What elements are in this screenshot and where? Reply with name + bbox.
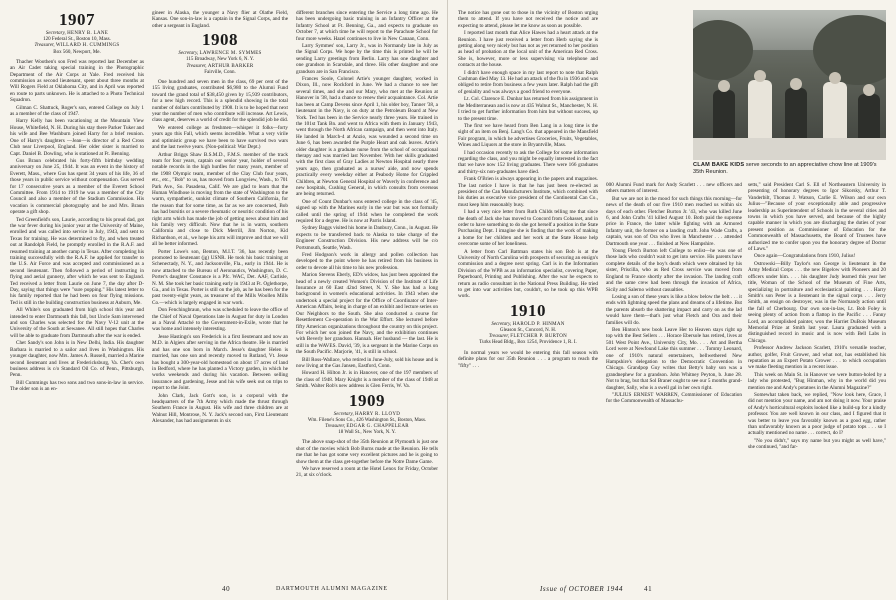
secretary-address: Wm. Filene's Sons Co., 426 Washington St., Boston, Mass. [307,417,427,423]
paragraph: All White's son graduated from high school this year and intended to enter Dartmouth this fall, but Uncle Sam intervened and son Charles was selected for the Navy V-12 unit at the University of the South at Sewanee. All still hopes that Charles will be able to graduate from Dartmouth after the war is ended. [10,307,144,339]
treasurer-address: Box 560, Newport, Me. [53,49,101,55]
reunion-clam-bake-photo [693,10,886,160]
paragraph: "No you didn't," says my name but you might as well have," she continued, "and far- [748,437,886,451]
right-page [448,0,896,600]
paragraph: This week on Main St. in Hanover we were button-holed by a lady who protested, "Bug Hinman, why in the world did you mention me and Andy's potatoes in the Alumni Magazine?" [748,371,886,391]
running-footer-issue: Issue of OCTOBER 1944 [540,585,624,593]
secretary-line: Secretary, HENRY B. LANE [45,31,109,36]
paragraph: Losing a son of these years is like a blow below the belt . . . it ends with lightning speed the plans and dreams of a lifetime. But the parents absorb the shattering impact and carry on as the lad would have them—that's just what Fletch and Ora and their families will do. [606,293,742,326]
paragraph: Howard H. Hilton Jr. is in Hanover, one of the 197 members of the class of 1948. Mary Knight is a member of the class of 1948 at Smith. Walter Rob's new address is Glen Ferris, W. Va. [296,370,438,390]
paragraph: Chet Sandy's son John is in New Delhi, India. His daughter Barbara is married to a sailor and lives in Washington. His younger daughter, now Mrs. James A. Russell, married a Marine second lieutenant and lives at Fredericksburg, Va. Chet's own business address is c/o Standard Oil Co. of Penn., Pittsburgh, Penn. [10,340,144,379]
paragraph: Once again—Congratulations from 1910, Julius! [754,253,856,260]
photo-person-head [718,80,730,92]
photo-caption-lead: CLAM BAKE KIDS [693,162,745,168]
secretary-address: 115 Broadway, New York 6, N. Y. [186,57,254,63]
paragraph: The notice has gone out to those in the vicinity of Boston urging them to attend. If you have not received the notice and are expecting to attend, please let me know as soon as possible. [458,10,598,29]
paragraph: Fred Hodgson's work in allergy and pollen collection has developed to the point where he has retired from his business in order to devote all his time to his new profession. [296,252,438,271]
treasurer-line: Treasurer, ARTHUR BARKER [186,63,254,69]
class-notes-column-1 [10,10,144,580]
secretary-address: 120 Federal St., Boston 10, Mass. [43,37,111,43]
paragraph: gineer in Alaska, the younger a Navy flier at Olathe Field, Kansas. One son-in-law is a captain in the Signal Corps, and the other a sergeant in England. [152,10,288,29]
secretary-line: Secretary, LAWRENCE M. SYMMES [178,51,262,57]
paragraph: Porter Lowe's son, Benton, M.I.T. '36, has recently been promoted to lieutenant (jg) USNR. He took his basic training at Schenectady, N. Y., and Jacksonville, Fla., early in 1944. He is now attached to the Bureau of Aeronautics, Washington, D. C. Porter's daughter Constance is a Pfc. WAC, Det. AAF, Carlisle, N. M. She took her basic training early in 1943 at Ft. Oglethorpe, Ga., and in Texas. Porter is still on the job, as he has been for the past twenty-eight years, as treasurer of the Mills Woollen Mills Co.—which is largely engaged in war work. [152,248,288,306]
paragraph: Ostrowski—Billy Taylor's son George is lieutenant in the Army Medical Corps . . . the new Bigelow with Pioneers and 20 officers under him. . . . his daughter Judy learned this year her title, Woman of the School of the Museum of Fine Arts, specializing in portraiture and ecclesiastical painting . . . Harry Smith's son Peter is a lieutenant in the signal corps . . . Jerry Smith, an ensign on destroyer, was in the Normandy action until the fall of Cherbourg. Our own son-in-law, Lt. Bob Foley is seeing plenty of action from a flattop in the Pacific . . . Fanny Lord, an accomplished painter, won the Harriet DuBois Museum Memorial Prize at Smith last year. Laura graduated with a distinguished record in music and is now with Bell Labs in Chicago. [748,260,886,344]
class-year-heading-1907: 1907 [59,10,95,29]
paragraph: Thacher Woothen's son Fred was reported last December as an Air Cadet taking special training in the Photographic Department of the Air Corps at Yale. Fred received his commission as second lieutenant, spent about three months at Will Rogers Field at Oklahoma City, and in April was reported en route to parts unknown. He is attached to a Photo Technical Squadron. [10,58,144,104]
paragraph: Gus Braun celebrated his forty-fifth birthday wedding anniversary on June 25, 1944. It was an event in the history of Everett, Mass., where Gus has spent 34 years of his life, 36 of those years in public service without compensation. Gus served for 17 consecutive years as a member of the Everett School Committee. From 1914 to 1919 he was a member of the City Council and also a member of the Stadium Commission. His vocation is commercial photography and he and Mrs. Braun operate a gift shop. [10,157,144,216]
paragraph: 000 Alumni Fund mark for Andy Scarlett . . . new officers and others matters of interest. [606,182,742,195]
paragraph: Don Fenchingbraun, who was scheduled to leave the office of the Chief of Naval Operations late in August for duty in London as a Naval Attaché to the Government-in-Exile, wrote that he was home and intensely interesting. [152,307,288,333]
photo-person-head [829,72,841,84]
paragraph: Larry Symmes' son, Larry Jr., was in Normandy late in July as the Signal Corps. We hope by the time this is printed he will be sending Larry greetings from Berlin. Larry has one daughter and one grandson in Scarsdale, and three. His other daughter and one grandson are in San Francisco. [296,43,438,75]
paragraph: Sydney Baggs visited his home in Danbury, Conn., in August. He expects to be transferred back to Alaska to take charge of the Engineer Construction Division. His new address will be c/o Portsmouth, Seattle, Wash. [296,225,438,251]
paragraph: Frances Soole, Colonel Artie's younger daughter, worked in Dixon, Ill., now Rockford in June. We had a chance to see her several times, and she and our Mary, who met at the Reunion at Hanover in '38, had a chance to renew their acquaintance. Col. Artie has been at Camp Devens since April 1, his older boy, Tanner '38, a lieutenant in the Navy, is on duty at the Petroleum Board at New York. Ted has been in the Service nearly three years. He trained in the 101st Tank Bn. and went to Africa with them in January 1943, went through the North African campaign, and then went into Italy. He landed in March-4 at Anzio, was wounded a second time on June 6, has been awarded the Purple Heart and oak leaves. Artie's older daughter is a graduate nurse from the school of occupational therapy and was married last November. With her skills graduated with the first class of Gray Ladies at Newton Hospital nearly three years ago, then graduated as a nurses' aide, and now spends practically every weekday either at Peabody Home for Crippled Children, at Newton General Hospital or Waverly in conference and new hospitals, Cushing General, in which consults from overseas are being returned. [296,76,438,198]
paragraph: I didn't have enough space in my last report to note that Ralph Cushman died May 13. He had an attack of the flu in 1936 and was obliged to retire from business a few years later. Ralph had the gift of geniality and was always a good friend to everyone. [458,69,598,95]
treasurer-line: Treasurer, EDGAR G. CHAPPELEAR [325,423,409,429]
paragraph: A letter from Carl Battman states his son Bob is at the University of North Carolina with prospects of securing an ensign's commission and a degree next spring. Carl is in the Information Division of the WPB as an information specialist, covering Paper, Paperboard, Printing and Publishing. After the war he expects to return as radio consultant in the National Press Building. He tried to get into war activities but, couldn't, so he took up this WPB work. [458,248,598,300]
secretary-line: Secretary, HARRY R. LLOYD [333,411,401,417]
paragraph: The first we have heard from Ben Lang in a long time is the sight of an item on Benj. Lang's Co. that appeared in the Mansfield Fair program, in which he advertises Groceries, Fruits, Vegetables, Wines and Liquors at the store in Bryantville, Mass. [458,122,598,149]
photo-person-head [863,84,875,96]
paragraph: Bill Cummings has two sons and two sons-in-law in service. The older son is an en- [10,379,144,393]
paragraph: John Clark, Jack Gott's son, is a corporal with the headquarters of the 7th Army which made the thrust through Southern France in August. His wife and three children are at Walnut Hill, Montrose, N. Y. Jack's second son, First Lieutenant Alexander, has had assignments in six [152,392,288,425]
secretary-address: Gleason St., Concord, N. H. [499,328,557,334]
paragraph: setts," said President Carl S. Ell of Northeastern University in presenting of honorary degrees to Igor Sikorsky, Arthur T. Vanderbilt, Thomas J. Watson, Carlie E. Wilson and our own Julius—"Because of your exceptionally able and progressive leadership as Superintendent of Schools in the several cities and towns in which you have served, and because of the highly capable manner in which you are discharging the duties of your present position as Commissioner of Education for the Commonwealth of Massachusetts, the Board of Trustees have authorized me to confer upon you the honorary degree of Doctor of Laws." [748,182,886,253]
class-year-heading-1908: 1908 [202,30,238,50]
paragraph: I had a very nice letter from Ruth Childs telling me that since the death of Jack she has moved to Concord from Cohasset, and in order to have something to do she got herself a position in the State Purchasing Dept. I imagine she is finding that the work of making a home for her children and her work at the State House help overcome some of her loneliness. [458,209,598,248]
paragraph: different branches since entering the Service a long time ago. He has been undergoing basic training in an Infantry Officer at the Infantry School at Ft. Benning, Ga., and expects to graduate on October 7, at which time he will report to the Parachute School for four more weeks. Hazel continues to live in New Canaan, Conn. [296,10,438,42]
class-notes-column-6 [748,182,886,580]
class-notes-column-5 [606,182,742,580]
paragraph: In normal years we would be entering this fall season with definite plans for our 35th Reunion . . . a program to reach the "fifty" . . . [458,349,598,369]
running-footer-title: DARTMOUTH ALUMNI MAGAZINE [276,586,388,592]
paragraph: Professor Andrew Jackson Scarlett, 1910's versatile teacher, author, golfer, Fruit Grower, and what not, has established his reputation as an Expert Potato Grower . . . to which occupation we make fleeting mention in a recent issue. [748,345,886,371]
paragraph: Marion Stevens Eberly, ED's widow, has just been appointed the head of a newly created Women's Division of the Institute of Life Insurance at 60 East 42nd Street, N. Y. She has had a long background in women's educational activities. In 1943 when she undertook a special project for the Office of Coordinator of Inter-American Affairs, being in charge of an exhibit and lecture series on Our Neighbors to the South. She also conducted a course for Resettlement Co-operation in the War Effort. She lectured before fifty American organizations throughout the country on this project. For which her son joined the Navy, and the exhibition continues with Beverly her grandson. Hannah. Her husband — the last. He is still in the WAVES. David, '39, is a sergeant in the Marine Corps on the South Pacific. Marjorie, '41, is still in school. [296,272,438,356]
paragraph: Bill Ross-Wallace, who retired in June-July, sold his house and is now living at the Gas Jansen, Eastford, Conn. [296,356,438,369]
paragraph: Ben Hinton's new book Leave Her to Heaven stays right up top with the Best Sellers . . . Horace Ebersole has retired, lives at 501 West Point Ave., University City, Mo. . . . Art and Bertha Lord were at Newfound Lake this summer . . . Tommy Leonard, one of 1910's natural entertainers, bellwethered New Hampshire's delegation to the Democratic Convention in Chicago. Grandpop Guy writes that Betty's baby son was a grandnephew for a grandson. John Whitney Peyton, b. June 28. Not to brag, but that Sol Braner ought to see our 5 months grand-daughter, Sally, who is a swell gal in her own right. [606,326,742,391]
photo-caption [693,162,886,175]
page-number-right: 41 [644,585,653,593]
photo-tree [693,20,753,80]
paragraph: Arthur Briggs Shaw B.S.M.D., F.M.S. member of the track team for four years, captain our senior year, holder of several notable records in the high hurdles for many years, member of the 1908 Olympic team, member of the Clay Club four years, etc., etc., "Bob" to us, has moved from Longview, Wash., to 701 Park Ave., So. Pasadena, Calif. We are glad to learn that the Human Windhose is moving from the state of Washington to the warm, sympathetic, sunkist climate of Southern California, for the reason that for some time, as far as we are concerned, Bob has had bursitis or a severe rheumatic or neuritic condition of his right arm which has made the job of getting news about him and his family very difficult. Now that he is in warm, southern California and close to Dick Merrill, Jim Norton, Kid Richardson, et al., we hope his arm will improve and that we will all be better informed. [152,151,288,248]
paragraph: We have reserved a room at the Hotel Lenox for Friday, October 21, at six o'clock. [296,466,438,479]
paragraph: I reported last month that Alice Hawes had a heart attack at the Reunion. I have just received a letter from Herb saying she is getting along very nicely but has not as yet returned to her position as head of probation at the local unit of the American Red Cross. She is, however, more or less supervising via telephone and contacts at the house. [458,30,598,69]
paragraph: We entered college as freshmen—whisper it folks—forty years ago this Fall, which seems incredible. What a very virile and optimistic group we have been to have survived two wars and the last twelve years. (Non-political: War Dept.) [152,124,288,151]
paragraph: Young Fletch Burton left College to enlist—he was one of those lads who couldn't wait to get into service. His parents have complete details of the boy's death which were obtained by his sister, Priscilla, who as Red Cross service was moved from England to France shortly after the invasion. The landing craft and the same crew had been through the invasion of Africa, Sicily and Salerno without casualties. [606,248,742,293]
paragraph: One of Count Dunbar's sons entered college in the class of '45, signed up with the Marines early in the war but was not formally called until the spring of 1944 when he completed the work required for a degree. He is now at Parris Island. [296,198,438,224]
treasurer-line: Treasurer, FLETCHER P. BURTON [488,334,568,340]
class-notes-column-2 [152,10,288,580]
photo-person-head [790,78,802,90]
class-notes-column-4 [458,10,598,580]
class-notes-column-3 [296,10,438,580]
treasurer-line: Treasurer, WILLARD H. CUMMINGS [34,43,120,49]
paragraph: I had occasion recently to ask the College for some information regarding the class, and you might be equally interested in the fact that we have now 152 living graduates. There were 166 graduates and thirty-six non-graduates have died. [458,149,598,175]
paragraph: Harry Kelly has been vacationing at the Mountain View House, Whitefield, N. H. During his stay there Parker Tuker and his wife and Bee Washburn joined Harry for a brief reunion. One of Harry's daughters —Jean—is director of a Red Cross Club near Liverpool, England. Her older sister is married to Capt. Daniel B. Dowling, who is stationed at Ft. Benning. [10,118,144,157]
secretary-line: Secretary, HAROLD P. HINMAN [491,321,565,327]
class-year-heading-1910: 1910 [510,300,546,320]
treasurer-address: Fairville, Conn. [204,69,236,75]
treasurer-address: 18 Wall St., New York, N. Y. [338,430,396,436]
paragraph: Gilman C. Shattuck, Roger's son, entered College on July 1 as a member of the class of 1947. [10,104,144,118]
treasurer-address: Turks Head Bldg., Box 1254, Providence 1, R. I. [479,340,577,346]
photo-tree [813,15,886,85]
photo-person-head [754,70,766,82]
paragraph: Ted Greenfield's son, Laurie, according to his proud dad, got the war fever during his junior year at the University of Maine, enrolled and was called into service in July, 1943, and sent to Texas for training. He was determined to fly, and when treated out at Randolph Field, he promptly enrolled in the R.A.F. and resumed training at another camp in Texas. After completing his training successfully with the R.A.F. he applied for transfer to the U.S. Air Force and was accepted and commissioned as a second lieutenant. Then followed a period of instructing in flying and aerial gunnery, after which he was sent to England. Ted received a letter from Laurie on June 7, the day after D-Day, saying that things were "sure popping." His latest letter to his family reported that he had been on four flying missions. Ted is still in the building construction business at Auburn, Me. [10,216,144,306]
photo-caption-text: serve seconds to an appreciative chow line at 1909's 35th Reunion. [693,162,877,175]
paragraph: Jesse Hastings's son Frederick is a first lieutenant and now an M.D. in Algiers after serving in the Africa theatre. He is married and has one son born in March. Jesse's daughter Helen is married, has one son and recently moved to Rutland, Vt. Jesse has bought a 300-year-old homestead on about 17 acres of land in Bedford, where he has planted a Victory garden, in which he works weekends and during his vacation. Between selling insurance and gardening, Jesse and his wife seek out on trips to report to the Joint. [152,333,288,392]
paragraph: Somewhat taken back, we replied, "Now look here, Grace, I did not mention your name, and am not doing it now. Your praise of Andy's horticultural exploits looked like a build-up for a kindly professor. You are well known in our class, and I figured that it was better to leave you favorably known as a good egg, rather than unfavorably known as a poor judge of potato tops . . . so I actually mentioned no name . . . correct, do I? [748,392,886,437]
paragraph: "JULIUS ERNEST WARREN, Commissioner of Education for the Commonwealth of Massachu- [606,392,742,405]
paragraph: Lt. Col. Clarence E. Dunbar has returned from his assignment in the Mediterranean and is now at 435 Walnut St., Manchester, N. H. I tried to get further information from him but without success, up to the present time. [458,96,598,122]
photo-serving-table [693,138,886,160]
class-year-heading-1909: 1909 [349,390,385,410]
paragraph: The above snap-shot of the 35th Reunion at Plymouth is just one shot of the movies which Bob Burns made at the Reunion. He tells me that he has got some very excellent pictures and he is going to show them at the class get-together before the Notre Dame Game. [296,439,438,465]
paragraph: But we are not in the mood for such things this morning—for news of the death of our five 1910 men reached us within six days of each other. Fletcher Burton Jr. '43, who was killed June 6, and John Crafts '41 killed August 10. Both paid the supreme price in France, the latter while fighting with an Armored Infantry unit, the former on a landing craft. John Wade Crafts, a captain, was son of Ora who lives in Manchester . . . attended Dartmouth one year . . . finished at New Hampshire. [606,195,742,247]
page-number-left: 40 [222,585,231,593]
paragraph: One hundred and seven men in the class, 69 per cent of the 155 living graduates, contributed $6,980 to the Alumni Fund toward the grand total of $38,450 given by 15,939 contributors, for a new high record. This is a splendid showing in the total number of dollars contributed by 1908. It is to be hoped that next year the number of men who contribute will increase. Art Lewis, class agent, deserves a world of credit for the splendid job he did. [152,79,288,124]
paragraph: Frank O'Brien is always appearing in the papers and magazines. The last notice I have is that he has just been re-elected as president of the Can Manufacturers Institute, which combined with his duties as executive vice president of the Continental Can Co., must keep him reasonably busy. [458,176,598,208]
